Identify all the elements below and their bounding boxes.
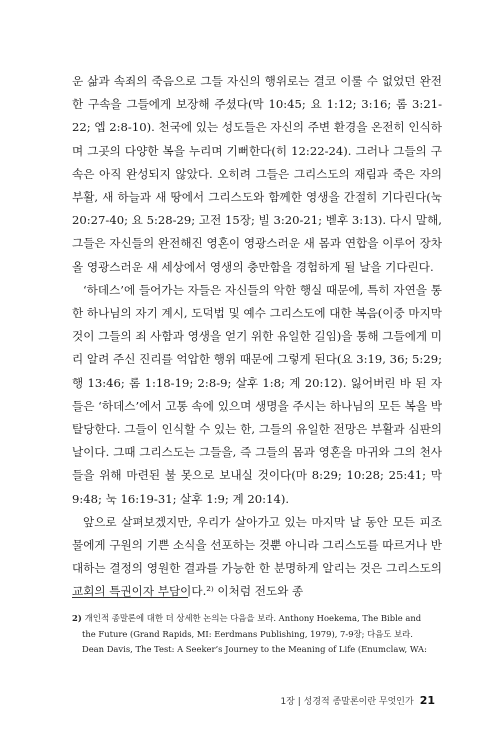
paragraph-2: ‘하데스’에 들어가는 자들은 자신들의 악한 행실 때문에, 특히 자연을 통한 하나님의 자기 계시, 도덕법 및 예수 그리스도에 대한 복음(이중 마지막 것이 그들의 죄 사함과 영생을 얻기 위한 유일한 길임)을 통해 그들에게 미리 알려 주신 진리를 억압한 행위 때문에 그렇게 된다(요 3:19, 36; 5:29; 행 13:46; 롬 1:18-19; 2:8-9; 살후 1:8; 계 20:12). 잃어버린 바 된 자들은 ‘하데스’에서 고통 속에 있으며 생명을 주시는 하나님의 모든 복을 박탈당한다. 그들이 인식할 수 있는 한, 그들의 유일한 전망은 부활과 심판의 날이다. 그때 그리스도는 그들을, 즉 그들의 몸과 영혼을 마귀와 그의 천사들을 위해 마련된 불 못으로 보내실 것이다(마 8:29; 10:28; 25:41; 막 9:48; 눅 16:19-31; 살후 1:9; 계 20:14). <box>72 282 442 506</box>
paragraph-3: 앞으로 살펴보겠지만, 우리가 살아가고 있는 마지막 날 동안 모든 피조물에게 구원의 기쁜 소식을 선포하는 것뿐 아니라 그리스도를 따르거나 반대하는 결정의 영원한 결과를 가능한 한 분명하게 알리는 것은 그리스도의 교회의 특권이자 부담이다.²⁾ 이처럼 전도와 종 <box>72 514 442 599</box>
footnote-line-1: 개인적 종말론에 대한 더 상세한 논의는 다음을 보라. Anthony Hoekema, The Bible and <box>84 613 422 623</box>
page-number: 21 <box>419 694 435 707</box>
footnote <box>72 611 442 658</box>
body-text <box>72 70 442 604</box>
footnote-divider <box>72 597 188 598</box>
footnote-line-3: Dean Davis, The Test: A Seeker’s Journey to the Meaning of Life (Enumclaw, WA: <box>82 644 427 654</box>
footnote-line-2: the Future (Grand Rapids, MI: Eerdmans Publishing, 1979), 7-9장; 다음도 보라. <box>82 628 413 639</box>
paragraph-1: 운 삶과 속죄의 죽음으로 그들 자신의 행위로는 결코 이룰 수 없었던 완전한 구속을 그들에게 보장해 주셨다(막 10:45; 요 1:12; 3:16; 롬 3:21-22; 엡 2:8-10). 천국에 있는 성도들은 자신의 주변 환경을 온전히 인식하며 그곳의 다양한 복을 누리며 기뻐한다(히 12:22-24). 그러나 그들의 구속은 아직 완성되지 않았다. 오히려 그들은 그리스도의 재림과 죽은 자의 부활, 새 하늘과 새 땅에서 그리스도와 함께한 영생을 간절히 기다린다(눅 20:27-40; 요 5:28-29; 고전 15장; 빌 3:20-21; 벧후 3:13). 다시 말해, 그들은 자신들의 완전해진 영혼이 영광스러운 새 몸과 연합을 이루어 장차 올 영광스러운 새 세상에서 영생의 충만함을 경험하게 될 날을 기다린다. <box>72 74 442 274</box>
footnote-number: 2) <box>72 613 82 623</box>
page-footer <box>0 694 435 707</box>
running-head: 1장 | 성경적 종말론이란 무엇인가 <box>280 697 414 707</box>
